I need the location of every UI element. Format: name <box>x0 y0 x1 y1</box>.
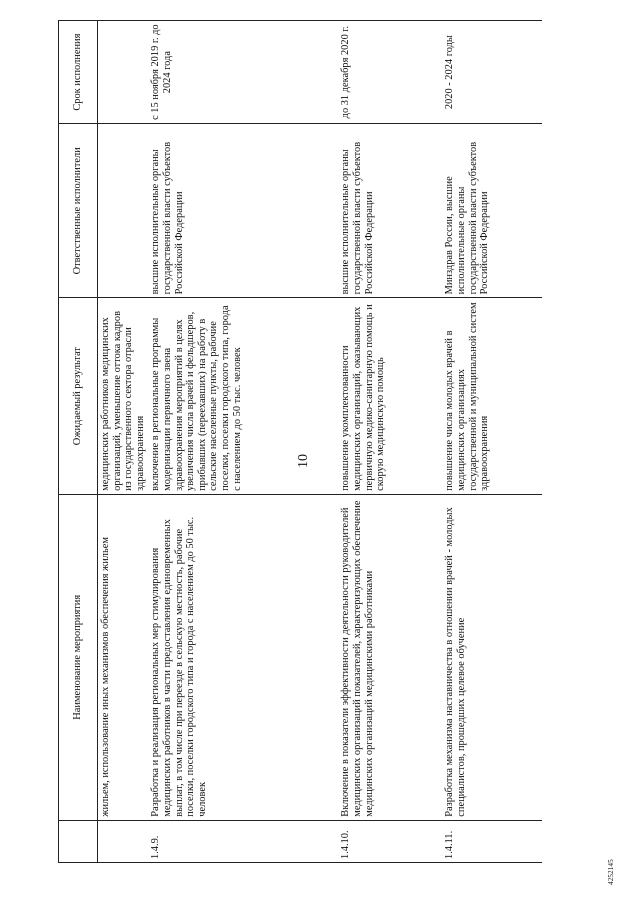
document-code: 4252145 <box>607 859 615 885</box>
table-row <box>148 21 338 863</box>
row-executors: высшие исполнительные органы государственной власти субъектов Российской Федерации <box>338 124 442 298</box>
header-term: Срок исполнения <box>59 21 98 124</box>
header-executors: Ответственные исполнители <box>59 124 98 298</box>
row-number <box>98 820 149 862</box>
row-name: Разработка механизма наставничества в отношении врачей - молодых специалистов, прошедших целевое обучение <box>442 494 542 820</box>
row-executors <box>98 124 149 298</box>
row-term: 2020 - 2024 годы <box>442 21 542 124</box>
row-term <box>98 21 149 124</box>
header-number <box>59 820 98 862</box>
table-row <box>338 21 442 863</box>
measures-table <box>58 20 542 863</box>
row-result: медицинских работников медицинских организаций, уменьшение оттока кадров из государственного сектора отрасли здравоохранения <box>98 298 149 495</box>
page-number: 10 <box>296 454 311 468</box>
table-row <box>98 21 149 863</box>
row-number: 1.4.9. <box>148 820 338 862</box>
table-header-row <box>59 21 98 863</box>
row-result: повышение числа молодых врачей в медицинских организациях государственной и муниципальной систем здравоохранения <box>442 298 542 495</box>
row-executors: высшие исполнительные органы государственной власти субъектов Российской Федерации <box>148 124 338 298</box>
row-result: включение в региональные программы модернизации первичного звена здравоохранения мероприятий в целях увеличения числа врачей и фельдшеров, прибывших (переехавших) на работу в сельские населенные пункты, рабочие поселки, поселки городского типа, города с населением до 50 тыс. человек <box>148 298 338 495</box>
header-name: Наименование мероприятия <box>59 494 98 820</box>
row-name: Разработка и реализация региональных мер стимулирования медицинских работников в части предоставления единовременных выплат, в том числе при переезде в сельскую местность, рабочие поселки, поселки городского типа и города с населением до 50 тыс. человек <box>148 494 338 820</box>
row-term: до 31 декабря 2020 г. <box>338 21 442 124</box>
row-name: Включение в показатели эффективности деятельности руководителей медицинских организаций показателей, характеризующих обеспечение медицинских организаций медицинскими работниками <box>338 494 442 820</box>
row-executors: Минздрав России, высшие исполнительные органы государственной власти субъектов Российской Федерации <box>442 124 542 298</box>
table-row <box>442 21 542 863</box>
header-result: Ожидаемый результат <box>59 298 98 495</box>
row-term: с 15 ноября 2019 г. до 2024 года <box>148 21 338 124</box>
row-name: жильем, использование иных механизмов обеспечения жильем <box>98 494 149 820</box>
row-number: 1.4.11. <box>442 820 542 862</box>
row-number: 1.4.10. <box>338 820 442 862</box>
row-result: повышение укомплектованности медицинских организаций, оказывающих первичную медико-санитарную помощь и скорую медицинскую помощь <box>338 298 442 495</box>
